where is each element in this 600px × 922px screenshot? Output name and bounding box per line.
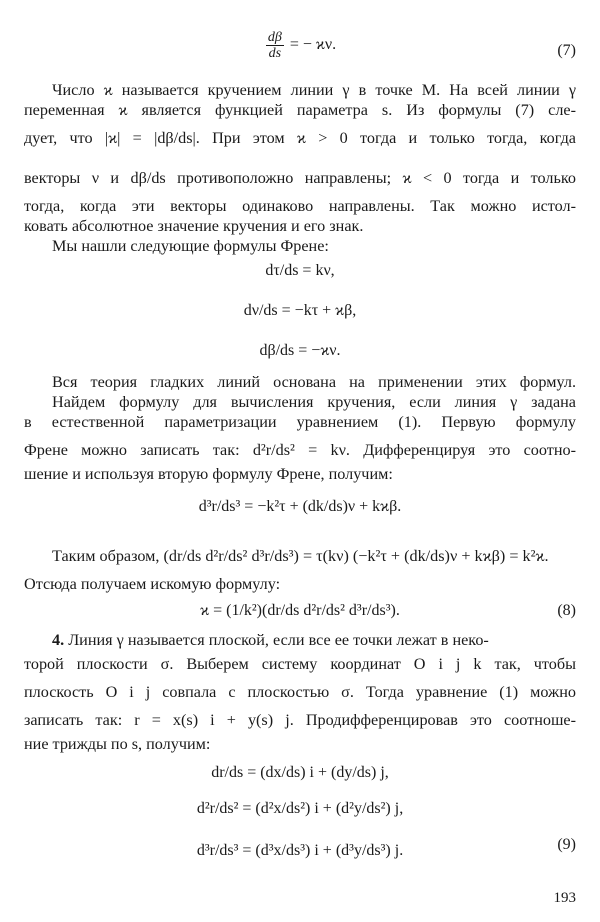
paragraph-line: в естественной параметризации уравнением (1). Первую формулу	[24, 413, 576, 431]
paragraph-line: тогда, когда эти векторы одинаково направлены. Так можно истол-	[24, 197, 576, 215]
paragraph-line: Число ϰ называется кручением линии γ в точке M. На всей линии γ	[52, 81, 576, 99]
fraction: $\frac{d\beta}{ds}$	[267, 30, 282, 61]
equation-label-8: (8)	[557, 602, 576, 619]
section-4-line-1: 4. Линия γ называется плоской, если все ее точки лежат в неко-	[52, 631, 489, 649]
equation-label-9: (9)	[557, 836, 576, 853]
formula-7	[0, 30, 600, 61]
paragraph-line: Вся теория гладких линий основана на применении этих формул.	[52, 373, 576, 391]
paragraph-line: торой плоскости σ. Выберем систему координат O i j k так, чтобы	[24, 655, 576, 673]
page-number: 193	[553, 890, 576, 906]
paragraph-line: плоскость O i j совпала с плоскостью σ. Тогда уравнение (1) можно	[24, 683, 576, 701]
third-derivative-formula: d³r/ds³ = −k²τ + (dk/ds)ν + kϰβ.	[198, 498, 402, 515]
frenet-formula-3: dβ/ds = −ϰν.	[259, 342, 341, 359]
paragraph-line: ковать абсолютное значение кручения и его знак.	[24, 217, 364, 235]
desired-formula-intro: Отсюда получаем искомую формулу:	[24, 575, 281, 593]
formula-9-line-1: dr/ds = (dx/ds) i + (dy/ds) j,	[211, 764, 389, 781]
paragraph-line: Френе можно записать так: d²r/ds² = kν. Дифференцируя это соотно-	[24, 441, 576, 459]
section-number: 4.	[52, 631, 65, 649]
frenet-formula-1: dτ/ds = kν,	[265, 262, 335, 279]
paragraph-line: дует, что |ϰ| = |dβ/ds|. При этом ϰ > 0 тогда и только тогда, когда	[24, 129, 576, 147]
thus-line: Таким образом, (dr/ds d²r/ds² d³r/ds³) = τ(kν) (−k²τ + (dk/ds)ν + kϰβ) = k²ϰ.	[52, 547, 549, 565]
paragraph-line: записать так: r = x(s) i + y(s) j. Продифференцировав это соотноше-	[24, 711, 576, 729]
formula-7-rhs: = − ϰν.	[289, 36, 337, 54]
paragraph-line: ние трижды по s, получим:	[24, 735, 211, 753]
frenet-intro: Мы нашли следующие формулы Френе:	[52, 237, 329, 255]
paragraph-line: переменная ϰ является функцией параметра s. Из формулы (7) сле-	[24, 101, 576, 119]
paragraph-line: шение и используя вторую формулу Френе, получим:	[24, 465, 393, 483]
formula-8: ϰ = (1/k²)(dr/ds d²r/ds² d³r/ds³).	[200, 602, 400, 619]
formula-9-line-3: d³r/ds³ = (d³x/ds³) i + (d³y/ds³) j.	[196, 842, 404, 859]
equation-label-7: (7)	[557, 42, 576, 59]
frenet-formula-2: dν/ds = −kτ + ϰβ,	[243, 302, 357, 319]
paragraph-line: Найдем формулу для вычисления кручения, если линия γ задана	[52, 393, 576, 411]
formula-9-line-2: d²r/ds² = (d²x/ds²) i + (d²y/ds²) j,	[196, 800, 404, 817]
paragraph-line: векторы ν и dβ/ds противоположно направлены; ϰ < 0 тогда и только	[24, 169, 576, 187]
